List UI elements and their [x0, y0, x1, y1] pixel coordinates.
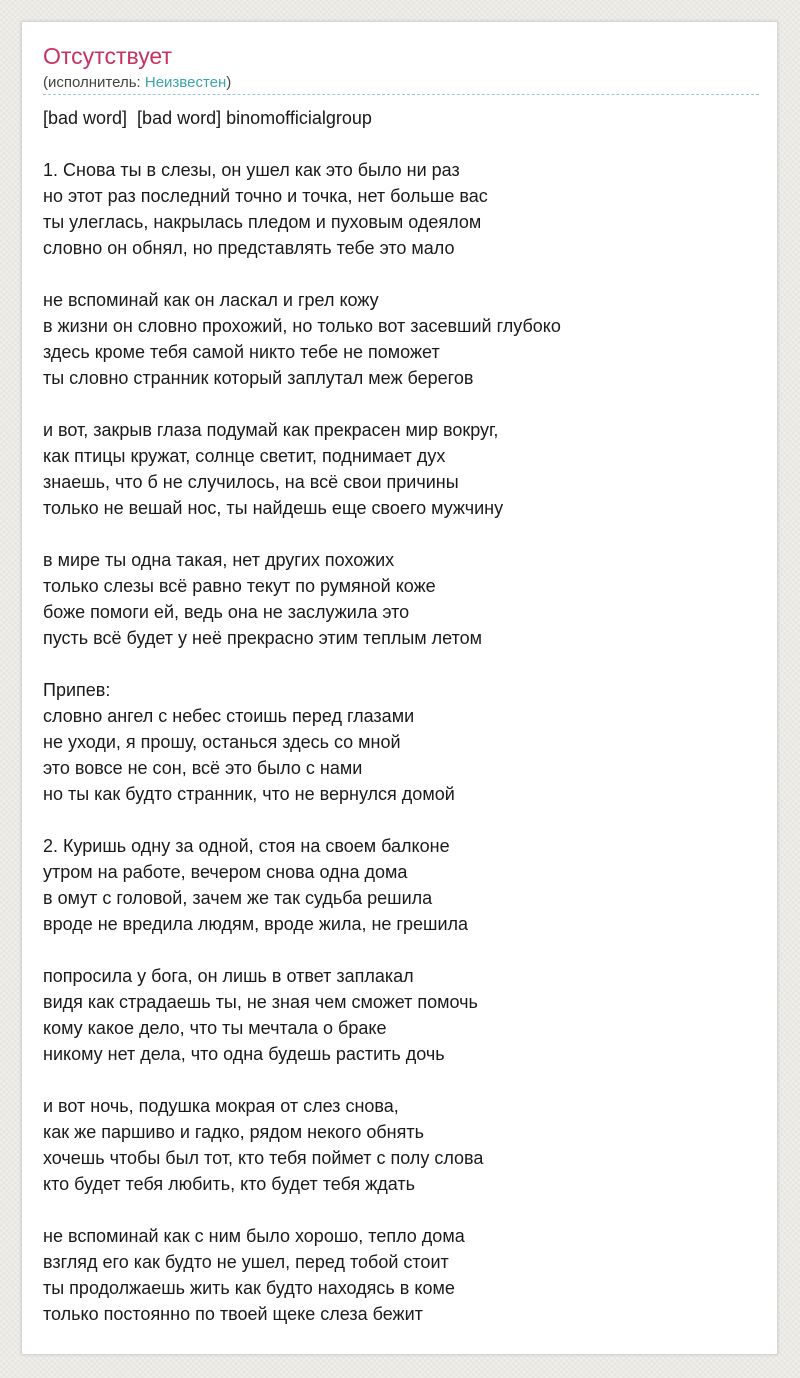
lyric-line: Припев: [43, 680, 111, 700]
stanza-gap [43, 651, 759, 677]
lyric-line: но этот раз последний точно и точка, нет больше вас [43, 186, 488, 206]
lyric-line: не уходи, я прошу, останься здесь со мной [43, 732, 401, 752]
lyric-line: кто будет тебя любить, кто будет тебя ждать [43, 1174, 416, 1194]
artist-line [43, 74, 231, 92]
lyric-line: здесь кроме тебя самой никто тебе не поможет [43, 342, 440, 362]
lyric-line: ты продолжаешь жить как будто находясь в коме [43, 1278, 455, 1298]
lyric-line: но ты как будто странник, что не вернулся домой [43, 784, 455, 804]
lyric-line: в жизни он словно прохожий, но только вот засевший глубоко [43, 316, 561, 336]
stanza-gap [43, 1067, 759, 1093]
divider [43, 94, 759, 95]
lyric-line: [bad word] [bad word] binomofficialgroup [43, 108, 372, 128]
lyric-line: попросила у бога, он лишь в ответ заплакал [43, 966, 414, 986]
lyric-line: это вовсе не сон, всё это было с нами [43, 758, 363, 778]
lyric-line: только постоянно по твоей щеке слеза бежит [43, 1304, 423, 1324]
lyric-line: кому какое дело, что ты мечтала о браке [43, 1018, 387, 1038]
lyric-line: 1. Снова ты в слезы, он ушел как это было ни раз [43, 160, 460, 180]
lyric-line: боже помоги ей, ведь она не заслужила это [43, 602, 410, 622]
lyric-line: словно ангел с небес стоишь перед глазами [43, 706, 415, 726]
lyric-line: взгляд его как будто не ушел, перед тобой стоит [43, 1252, 449, 1272]
artist-prefix: (исполнитель: [43, 74, 145, 91]
stanza-gap [43, 131, 759, 157]
lyric-line: утром на работе, вечером снова одна дома [43, 862, 408, 882]
lyric-line: только слезы всё равно текут по румяной коже [43, 576, 436, 596]
lyric-line: только не вешай нос, ты найдешь еще своего мужчину [43, 498, 504, 518]
song-title: Отсутствует [43, 43, 172, 69]
lyric-line: не вспоминай как с ним было хорошо, тепло дома [43, 1226, 465, 1246]
stanza-gap [43, 1197, 759, 1223]
stanza-gap [43, 937, 759, 963]
stanza-gap [43, 391, 759, 417]
lyric-line: ты улеглась, накрылась пледом и пуховым одеялом [43, 212, 482, 232]
lyric-line: и вот, закрыв глаза подумай как прекрасен мир вокруг, [43, 420, 499, 440]
lyric-line: 2. Куришь одну за одной, стоя на своем балконе [43, 836, 450, 856]
lyric-line: в омут с головой, зачем же так судьба решила [43, 888, 433, 908]
lyric-line: в мире ты одна такая, нет других похожих [43, 550, 395, 570]
lyric-line: хочешь чтобы был тот, кто тебя поймет с полу слова [43, 1148, 484, 1168]
stanza-gap [43, 261, 759, 287]
lyric-line: как же паршиво и гадко, рядом некого обнять [43, 1122, 424, 1142]
lyric-line: никому нет дела, что одна будешь растить дочь [43, 1044, 445, 1064]
lyric-line: вроде не вредила людям, вроде жила, не грешила [43, 914, 469, 934]
lyric-line: ты словно странник который заплутал меж берегов [43, 368, 474, 388]
lyric-line: знаешь, что б не случилось, на всё свои причины [43, 472, 459, 492]
lyric-line: и вот ночь, подушка мокрая от слез снова, [43, 1096, 399, 1116]
lyric-line: не вспоминай как он ласкал и грел кожу [43, 290, 379, 310]
lyrics-text [43, 105, 759, 1327]
artist-link[interactable]: Неизвестен [144, 74, 227, 91]
lyric-line: видя как страдаешь ты, не зная чем сможет помочь [43, 992, 478, 1012]
lyrics-card [21, 21, 778, 1355]
artist-suffix: ) [226, 74, 232, 91]
stanza-gap [43, 807, 759, 833]
lyric-line: как птицы кружат, солнце светит, поднимает дух [43, 446, 446, 466]
lyric-line: пусть всё будет у неё прекрасно этим теплым летом [43, 628, 483, 648]
stanza-gap [43, 521, 759, 547]
lyric-line: словно он обнял, но представлять тебе это мало [43, 238, 455, 258]
